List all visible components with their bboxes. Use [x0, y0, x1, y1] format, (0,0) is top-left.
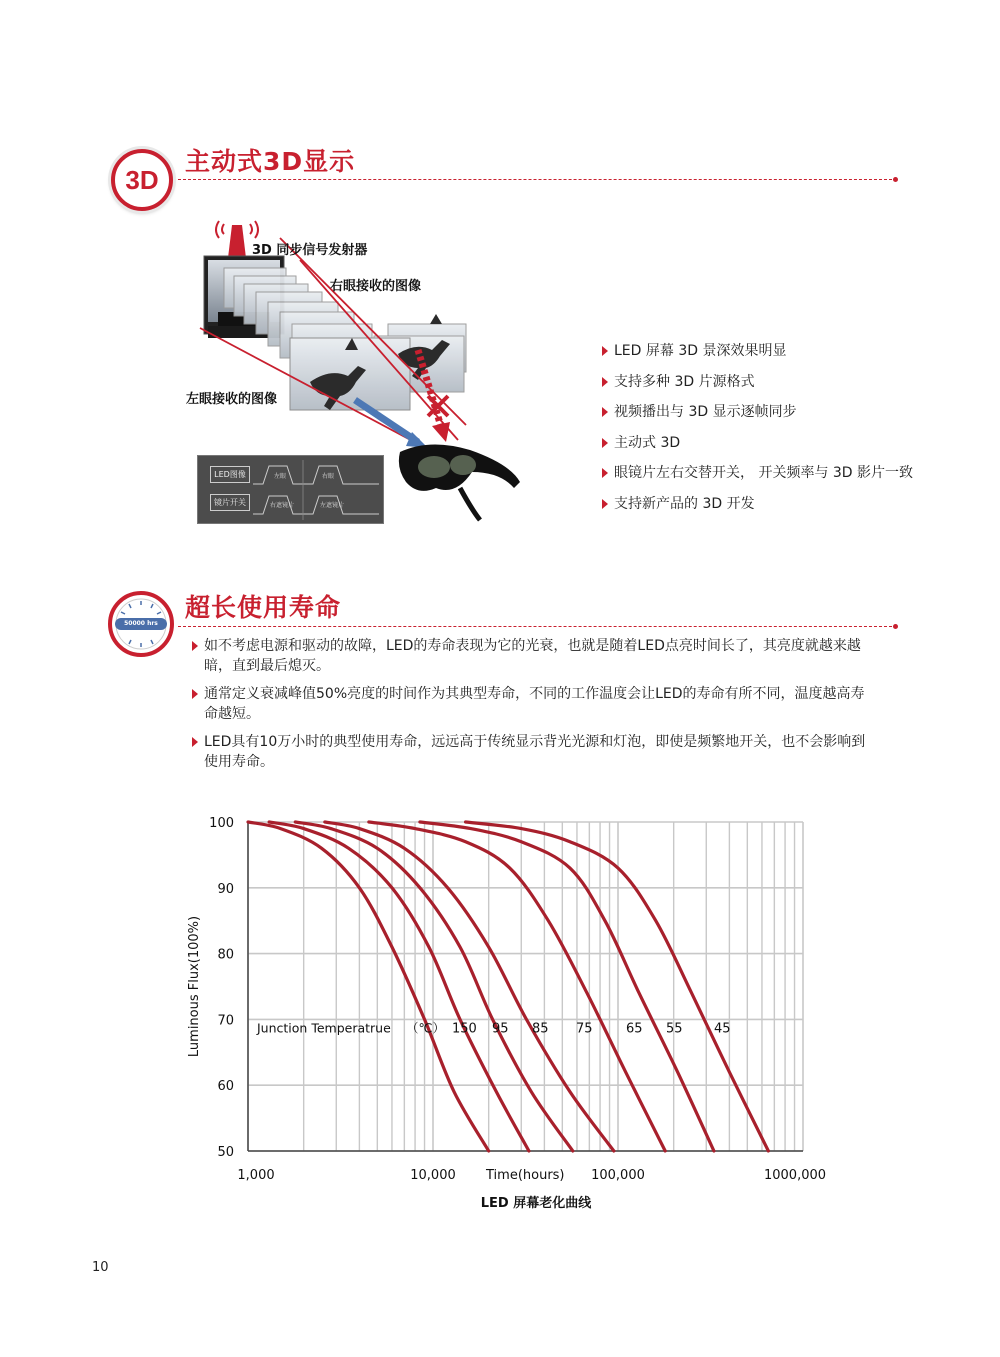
list-item: 支持多种 3D 片源格式	[600, 367, 930, 398]
series-label-150: 150	[452, 1021, 477, 1037]
series-label-85: 85	[532, 1021, 549, 1037]
section-title-3d: 主动式3D显示	[185, 147, 356, 176]
legend-title: Junction Temperatrue	[257, 1020, 391, 1036]
y-tick-label: 50	[217, 1145, 234, 1160]
3d-feature-list	[600, 336, 930, 519]
chart-caption: LED 屏幕老化曲线	[480, 1196, 592, 1211]
left-eye-label: 左眼接收的图像	[186, 392, 278, 407]
y-tick-label: 100	[209, 816, 234, 831]
3d-badge-icon: 3D	[111, 149, 173, 211]
list-item: 支持新产品的 3D 开发	[600, 489, 930, 520]
paragraph: 通常定义衰减峰值50%亮度的时间作为其典型寿命，不同的工作温度会让LED的寿命有所不同，温度越高寿命越短。	[190, 684, 870, 724]
list-item: 视频播出与 3D 显示逐帧同步	[600, 397, 930, 428]
timing-row1-label: LED图像	[210, 466, 250, 483]
y-tick-label: 70	[217, 1013, 234, 1029]
led-aging-chart	[180, 800, 850, 1220]
series-label-45: 45	[714, 1021, 731, 1037]
y-tick-label: 60	[217, 1079, 234, 1095]
timing-diagram	[197, 455, 384, 524]
section-divider	[178, 179, 892, 180]
page-number: 10	[92, 1260, 109, 1275]
x-axis-label: Time(hours)	[486, 1168, 565, 1183]
timing-row1-text-1: 左眼	[274, 473, 287, 480]
paragraph: LED具有10万小时的典型使用寿命，远远高于传统显示背光光源和灯泡，即使是频繁地开关，也不会影响到使用寿命。	[190, 732, 870, 772]
right-eye-label: 右眼接收的图像	[330, 279, 422, 294]
y-tick-label: 80	[217, 947, 234, 963]
timing-waveform	[253, 460, 381, 520]
timing-row1-text-2: 右眼	[322, 473, 335, 480]
y-axis-label: Luminous Flux(100%)	[187, 915, 202, 1058]
lifetime-badge-icon	[107, 590, 175, 658]
list-item: 眼镜片左右交替开关， 开关频率与 3D 影片一致	[600, 458, 930, 489]
section-divider	[178, 626, 892, 627]
x-tick-label: 100,000	[591, 1168, 645, 1183]
series-label-95: 95	[492, 1021, 509, 1037]
timing-row2-label: 镜片开关	[210, 494, 250, 511]
series-label-55: 55	[666, 1021, 683, 1037]
y-tick-label: 90	[217, 881, 234, 897]
paragraph: 如不考虑电源和驱动的故障，LED的寿命表现为它的光衰，也就是随着LED点亮时间长了，其亮度就越来越暗，直到最后熄灭。	[190, 636, 870, 676]
x-tick-label: 10,000	[410, 1168, 456, 1183]
list-item: LED 屏幕 3D 景深效果明显	[600, 336, 930, 367]
series-label-75: 75	[576, 1021, 593, 1037]
legend-unit: （℃）	[406, 1020, 446, 1036]
timing-row2-text-1: 右遮镜片	[270, 502, 295, 509]
x-tick-label: 1000,000	[763, 1168, 827, 1183]
3d-glasses-icon	[399, 444, 520, 520]
transmitter-label: 3D 同步信号发射器	[252, 243, 368, 258]
section-title-lifetime: 超长使用寿命	[185, 593, 342, 622]
list-item: 主动式 3D	[600, 428, 930, 459]
divider-end-dot	[893, 624, 898, 629]
timing-row2-text-2: 左遮镜片	[320, 502, 345, 509]
x-tick-label: 1,000	[237, 1168, 275, 1183]
series-label-65: 65	[626, 1021, 643, 1037]
lifetime-paragraphs	[190, 636, 870, 780]
lifetime-badge-text: 50000 hrs	[124, 620, 158, 627]
plot-area	[248, 822, 803, 1151]
divider-end-dot	[893, 177, 898, 182]
